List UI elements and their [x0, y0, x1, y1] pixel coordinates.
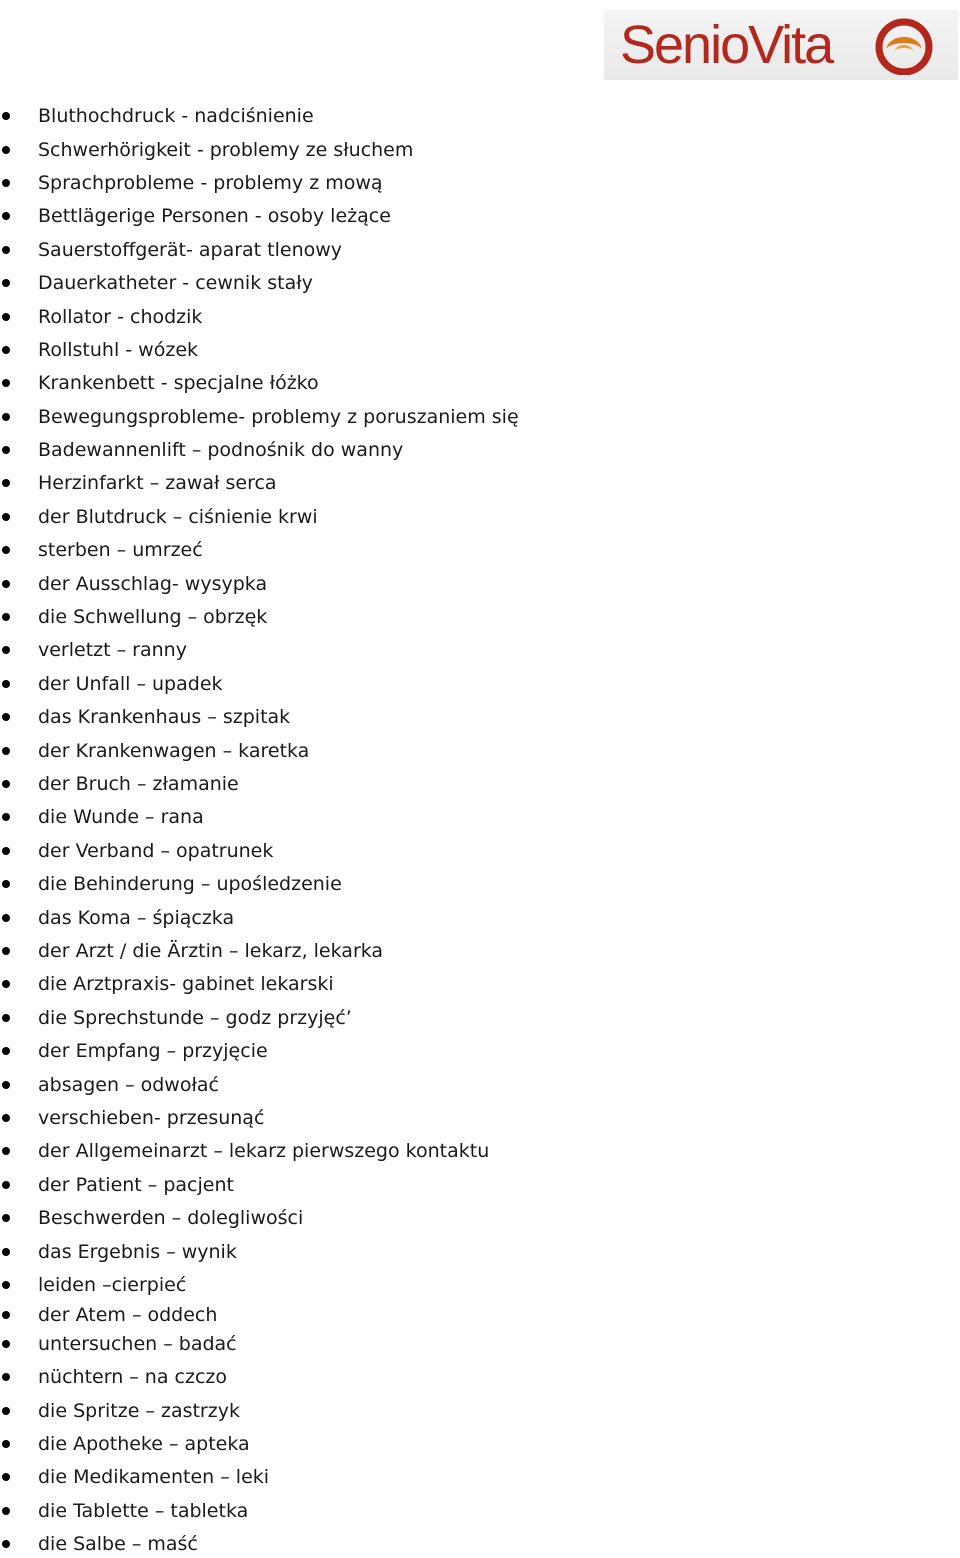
- bullet-icon: [2, 813, 10, 821]
- list-item-text: verschieben- przesunąć: [38, 1107, 265, 1129]
- list-item-text: die Tablette – tabletka: [38, 1500, 249, 1522]
- bullet-icon: [2, 1081, 10, 1089]
- bullet-icon: [2, 847, 10, 855]
- list-item-text: Dauerkatheter - cewnik stały: [38, 272, 313, 294]
- bullet-icon: [2, 1281, 10, 1289]
- list-item-text: die Behinderung – upośledzenie: [38, 873, 342, 895]
- list-item: [0, 336, 700, 364]
- logo-text: SenioVita: [620, 15, 833, 75]
- bullet-icon: [2, 546, 10, 554]
- list-item-text: der Patient – pacjent: [38, 1174, 234, 1196]
- bullet-icon: [2, 914, 10, 922]
- list-item: [0, 1004, 700, 1032]
- list-item: [0, 202, 700, 230]
- bullet-icon: [2, 112, 10, 120]
- bullet-icon: [2, 947, 10, 955]
- list-item: [0, 1463, 700, 1491]
- list-item-text: Sauerstoffgerät- aparat tlenowy: [38, 239, 343, 261]
- list-item: [0, 1104, 700, 1132]
- list-item-text: Beschwerden – dolegliwości: [38, 1207, 304, 1229]
- list-item: [0, 570, 700, 598]
- list-item: [0, 303, 700, 331]
- bullet-icon: [2, 246, 10, 254]
- list-item-text: der Empfang – przyjęcie: [38, 1040, 268, 1062]
- list-item: [0, 536, 700, 564]
- list-item-text: Badewannenlift – podnośnik do wanny: [38, 439, 404, 461]
- list-item: [0, 1137, 700, 1165]
- list-item: [0, 770, 700, 798]
- bullet-icon: [2, 313, 10, 321]
- list-item-text: die Apotheke – apteka: [38, 1433, 250, 1455]
- bullet-icon: [2, 1373, 10, 1381]
- list-item-text: untersuchen – badać: [38, 1333, 237, 1355]
- bullet-icon: [2, 1047, 10, 1055]
- list-item-text: Herzinfarkt – zawał serca: [38, 472, 277, 494]
- list-item: [0, 904, 700, 932]
- list-item: [0, 1301, 700, 1329]
- bullet-icon: [2, 146, 10, 154]
- list-item-text: die Medikamenten – leki: [38, 1466, 270, 1488]
- bullet-icon: [2, 446, 10, 454]
- list-item-text: die Wunde – rana: [38, 806, 204, 828]
- list-item-text: der Ausschlag- wysypka: [38, 573, 268, 595]
- list-item-text: die Arztpraxis- gabinet lekarski: [38, 973, 334, 995]
- list-item: [0, 1171, 700, 1199]
- list-item: [0, 403, 700, 431]
- list-item: [0, 269, 700, 297]
- bullet-icon: [2, 1507, 10, 1515]
- list-item-text: der Bruch – złamanie: [38, 773, 239, 795]
- list-item: [0, 636, 700, 664]
- bullet-icon: [2, 513, 10, 521]
- bullet-icon: [2, 880, 10, 888]
- bullet-icon: [2, 1311, 10, 1319]
- list-item: [0, 1363, 700, 1391]
- list-item-text: der Arzt / die Ärztin – lekarz, lekarka: [38, 940, 384, 962]
- list-item-text: Krankenbett - specjalne łóżko: [38, 372, 319, 394]
- list-item-text: die Salbe – maść: [38, 1533, 198, 1555]
- bullet-icon: [2, 646, 10, 654]
- list-item-text: das Koma – śpiączka: [38, 907, 235, 929]
- bullet-icon: [2, 980, 10, 988]
- list-item: [0, 1497, 700, 1525]
- list-item: [0, 1430, 700, 1458]
- bullet-icon: [2, 179, 10, 187]
- bullet-icon: [2, 279, 10, 287]
- bullet-icon: [2, 580, 10, 588]
- bullet-icon: [2, 747, 10, 755]
- bullet-icon: [2, 1181, 10, 1189]
- list-item-text: der Verband – opatrunek: [38, 840, 274, 862]
- list-item: [0, 803, 700, 831]
- list-item: [0, 469, 700, 497]
- list-item: [0, 1204, 700, 1232]
- list-item-text: Sprachprobleme - problemy z mową: [38, 172, 383, 194]
- bullet-icon: [2, 1407, 10, 1415]
- list-item: [0, 1530, 700, 1558]
- list-item: [0, 1037, 700, 1065]
- list-item-text: der Unfall – upadek: [38, 673, 223, 695]
- list-item-text: die Spritze – zastrzyk: [38, 1400, 240, 1422]
- bullet-icon: [2, 613, 10, 621]
- bullet-icon: [2, 780, 10, 788]
- list-item: [0, 703, 700, 731]
- bullet-icon: [2, 1473, 10, 1481]
- list-item: [0, 1397, 700, 1425]
- list-item-text: verletzt – ranny: [38, 639, 187, 661]
- list-item: [0, 1238, 700, 1266]
- list-item-text: Bewegungsprobleme- problemy z poruszaniem się: [38, 406, 519, 428]
- list-item: [0, 1271, 700, 1299]
- list-item-text: nüchtern – na czczo: [38, 1366, 227, 1388]
- bullet-icon: [2, 1248, 10, 1256]
- list-item: [0, 737, 700, 765]
- list-item-text: der Blutdruck – ciśnienie krwi: [38, 506, 318, 528]
- list-item-text: Bettlägerige Personen - osoby leżące: [38, 205, 391, 227]
- list-item-text: Schwerhörigkeit - problemy ze słuchem: [38, 139, 414, 161]
- bullet-icon: [2, 379, 10, 387]
- bullet-icon: [2, 680, 10, 688]
- list-item-text: das Krankenhaus – szpitak: [38, 706, 291, 728]
- bullet-icon: [2, 1214, 10, 1222]
- bullet-icon: [2, 346, 10, 354]
- bullet-icon: [2, 1440, 10, 1448]
- list-item: [0, 937, 700, 965]
- bullet-icon: [2, 1014, 10, 1022]
- bullet-icon: [2, 1114, 10, 1122]
- bullet-icon: [2, 1540, 10, 1548]
- list-item: [0, 870, 700, 898]
- list-item: [0, 436, 700, 464]
- bullet-icon: [2, 479, 10, 487]
- list-item: [0, 236, 700, 264]
- list-item-text: das Ergebnis – wynik: [38, 1241, 237, 1263]
- list-item: [0, 1071, 700, 1099]
- list-item: [0, 369, 700, 397]
- seniovita-logo: [604, 10, 958, 80]
- list-item-text: Bluthochdruck - nadciśnienie: [38, 105, 314, 127]
- list-item-text: Rollator - chodzik: [38, 306, 203, 328]
- bullet-icon: [2, 713, 10, 721]
- bullet-icon: [2, 212, 10, 220]
- list-item-text: Rollstuhl - wózek: [38, 339, 199, 361]
- list-item-text: der Allgemeinarzt – lekarz pierwszego kontaktu: [38, 1140, 490, 1162]
- bullet-icon: [2, 1340, 10, 1348]
- list-item: [0, 603, 700, 631]
- list-item-text: der Atem – oddech: [38, 1304, 218, 1326]
- list-item: [0, 136, 700, 164]
- seniovita-mark-icon: [872, 15, 936, 75]
- list-item: [0, 970, 700, 998]
- bullet-icon: [2, 1147, 10, 1155]
- list-item: [0, 837, 700, 865]
- list-item-text: sterben – umrzeć: [38, 539, 203, 561]
- list-item: [0, 503, 700, 531]
- list-item-text: absagen – odwołać: [38, 1074, 219, 1096]
- list-item: [0, 102, 700, 130]
- list-item-text: leiden –cierpieć: [38, 1274, 187, 1296]
- list-item-text: der Krankenwagen – karetka: [38, 740, 310, 762]
- list-item-text: die Schwellung – obrzęk: [38, 606, 268, 628]
- list-item-text: die Sprechstunde – godz przyjęć’: [38, 1007, 352, 1029]
- bullet-icon: [2, 413, 10, 421]
- list-item: [0, 670, 700, 698]
- list-item: [0, 169, 700, 197]
- list-item: [0, 1330, 700, 1358]
